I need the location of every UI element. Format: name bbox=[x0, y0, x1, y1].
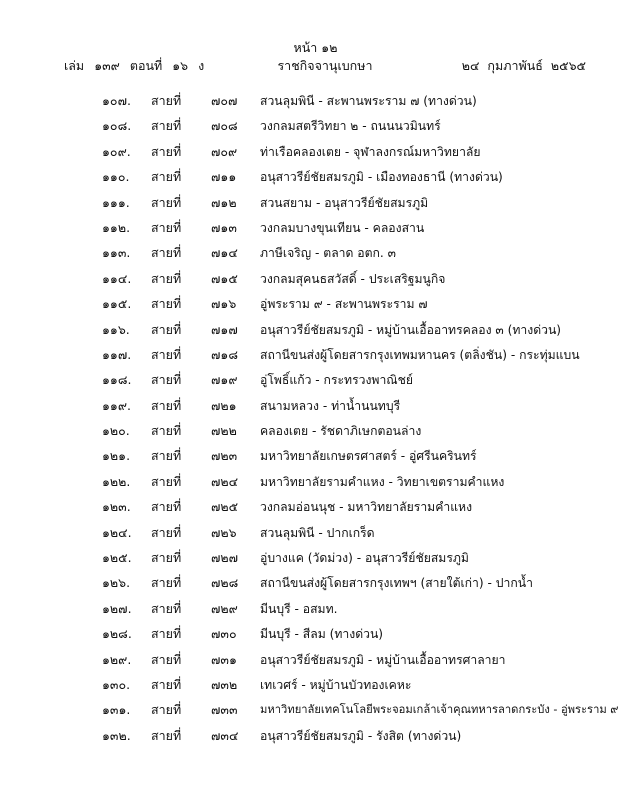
route-item-number: ๑๑๙. bbox=[102, 397, 131, 413]
route-row bbox=[102, 217, 602, 242]
route-row bbox=[102, 471, 602, 496]
route-number: ๗๒๓ bbox=[211, 448, 238, 464]
route-word: สายที่ bbox=[151, 524, 182, 540]
route-item-number: ๑๒๗. bbox=[102, 600, 132, 616]
route-list bbox=[102, 90, 619, 750]
route-description: อนุสาวรีย์ชัยสมรภูมิ - หมู่บ้านเอื้ออาทรศาลายา bbox=[260, 652, 506, 667]
route-item-number: ๑๑๘. bbox=[102, 372, 132, 388]
route-description: ท่าเรือคลองเตย - จุฬาลงกรณ์มหาวิทยาลัย bbox=[260, 144, 481, 159]
route-description: สนามหลวง - ท่าน้ำนนทบุรี bbox=[260, 398, 401, 413]
route-description: สถานีขนส่งผู้โดยสารกรุงเทพมหานคร (ตลิ่งชัน) - กระทุ่มแบน bbox=[260, 347, 580, 362]
route-number: ๗๑๖ bbox=[211, 296, 237, 312]
route-row bbox=[102, 572, 602, 597]
route-row bbox=[102, 547, 602, 572]
route-row bbox=[102, 674, 602, 699]
route-word: สายที่ bbox=[151, 219, 182, 235]
route-item-number: ๑๒๐. bbox=[102, 423, 130, 439]
route-description: อนุสาวรีย์ชัยสมรภูมิ - รังสิต (ทางด่วน) bbox=[260, 728, 462, 743]
route-description: สวนลุมพินี - ปากเกร็ด bbox=[260, 525, 375, 540]
route-row bbox=[102, 293, 602, 318]
route-word: สายที่ bbox=[151, 321, 182, 337]
route-number: ๗๒๗ bbox=[211, 550, 239, 566]
route-word: สายที่ bbox=[151, 143, 182, 159]
page-number: หน้า ๑๒ bbox=[293, 40, 338, 55]
route-row bbox=[102, 623, 602, 648]
route-item-number: ๑๑๕. bbox=[102, 296, 132, 312]
route-word: สายที่ bbox=[151, 727, 182, 743]
gazette-name: ราชกิจจานุเบกษา bbox=[277, 58, 373, 73]
route-row bbox=[102, 344, 602, 369]
route-item-number: ๑๐๗. bbox=[102, 93, 131, 108]
route-item-number: ๑๐๘. bbox=[102, 118, 132, 134]
route-number: ๗๑๔ bbox=[211, 245, 238, 261]
route-description: อู่พระราม ๙ - สะพานพระราม ๗ bbox=[260, 297, 428, 312]
route-row bbox=[102, 445, 602, 470]
route-row bbox=[102, 90, 602, 115]
route-item-number: ๑๒๔. bbox=[102, 524, 132, 540]
route-row bbox=[102, 725, 602, 750]
route-row bbox=[102, 319, 602, 344]
route-description: วงกลมอ่อนนุช - มหาวิทยาลัยรามคำแหง bbox=[260, 500, 473, 515]
route-word: สายที่ bbox=[151, 448, 182, 464]
route-description: อนุสาวรีย์ชัยสมรภูมิ - หมู่บ้านเอื้ออาทรคลอง ๓ (ทางด่วน) bbox=[260, 322, 562, 337]
route-word: สายที่ bbox=[151, 423, 182, 439]
route-item-number: ๑๐๙. bbox=[102, 143, 131, 159]
route-number: ๗๒๔ bbox=[211, 473, 239, 489]
route-number: ๗๐๙ bbox=[211, 143, 238, 159]
route-number: ๗๑๕ bbox=[211, 270, 238, 286]
route-word: สายที่ bbox=[151, 296, 182, 312]
route-item-number: ๑๑๒. bbox=[102, 219, 131, 235]
route-number: ๗๓๐ bbox=[211, 626, 237, 642]
route-row bbox=[102, 420, 602, 445]
route-word: สายที่ bbox=[151, 575, 182, 591]
route-row bbox=[102, 649, 602, 674]
route-item-number: ๑๒๖. bbox=[102, 575, 131, 591]
route-description: สถานีขนส่งผู้โดยสารกรุงเทพฯ (สายใต้เก่า) - ปากน้ำ bbox=[260, 576, 533, 591]
route-word: สายที่ bbox=[151, 676, 182, 692]
route-description: อนุสาวรีย์ชัยสมรภูมิ - เมืองทองธานี (ทางด่วน) bbox=[260, 170, 503, 185]
route-number: ๗๓๓ bbox=[211, 702, 238, 718]
route-description: คลองเตย - รัชดาภิเษกตอนล่าง bbox=[260, 424, 422, 439]
route-number: ๗๒๖ bbox=[211, 524, 237, 540]
route-word: สายที่ bbox=[151, 550, 182, 566]
route-item-number: ๑๑๖. bbox=[102, 321, 130, 337]
route-word: สายที่ bbox=[151, 626, 182, 642]
route-row bbox=[102, 115, 602, 140]
route-description: เทเวศร์ - หมู่บ้านบัวทองเคหะ bbox=[260, 677, 412, 692]
route-item-number: ๑๒๕. bbox=[102, 550, 132, 566]
route-number: ๗๒๙ bbox=[211, 600, 238, 616]
route-item-number: ๑๒๓. bbox=[102, 499, 131, 515]
route-number: ๗๒๒ bbox=[211, 423, 237, 439]
section-type: ง bbox=[198, 58, 205, 73]
route-word: สายที่ bbox=[151, 702, 182, 718]
route-row bbox=[102, 242, 602, 267]
route-description: วงกลมบางขุนเทียน - คลองสาน bbox=[260, 220, 425, 235]
route-item-number: ๑๒๙. bbox=[102, 651, 132, 667]
route-word: สายที่ bbox=[151, 473, 182, 489]
route-row bbox=[102, 598, 602, 623]
section-label: ตอนที่ bbox=[129, 58, 163, 73]
route-number: ๗๑๑ bbox=[211, 169, 237, 185]
route-row bbox=[102, 496, 602, 521]
route-row bbox=[102, 166, 602, 191]
route-word: สายที่ bbox=[151, 270, 182, 286]
route-word: สายที่ bbox=[151, 499, 182, 515]
route-word: สายที่ bbox=[151, 651, 182, 667]
route-number: ๗๑๒ bbox=[211, 194, 237, 210]
route-row bbox=[102, 192, 602, 217]
route-item-number: ๑๒๑. bbox=[102, 448, 131, 464]
route-word: สายที่ bbox=[151, 346, 182, 362]
route-description: มีนบุรี - สีลม (ทางด่วน) bbox=[260, 627, 384, 642]
route-word: สายที่ bbox=[151, 372, 182, 388]
date-month: กุมภาพันธ์ bbox=[487, 58, 543, 73]
route-word: สายที่ bbox=[151, 93, 182, 108]
route-row bbox=[102, 268, 602, 293]
route-description: อู่โพธิ์แก้ว - กระทรวงพาณิชย์ bbox=[260, 373, 414, 388]
route-item-number: ๑๑๓. bbox=[102, 245, 131, 261]
route-description: อู่บางแค (วัดม่วง) - อนุสาวรีย์ชัยสมรภูมิ bbox=[260, 551, 469, 566]
route-word: สายที่ bbox=[151, 397, 182, 413]
route-item-number: ๑๓๐. bbox=[102, 676, 131, 692]
route-description: มีนบุรี - อสมท. bbox=[260, 601, 338, 616]
route-description: วงกลมสุคนธสวัสดิ์ - ประเสริฐมนูกิจ bbox=[260, 271, 446, 286]
route-word: สายที่ bbox=[151, 194, 182, 210]
route-number: ๗๓๑ bbox=[211, 651, 237, 667]
route-item-number: ๑๑๐. bbox=[102, 169, 130, 185]
route-row bbox=[102, 699, 619, 724]
route-item-number: ๑๑๑. bbox=[102, 194, 130, 210]
route-number: ๗๑๓ bbox=[211, 219, 237, 235]
route-number: ๗๑๗ bbox=[211, 321, 238, 337]
route-number: ๗๐๗ bbox=[211, 93, 238, 108]
route-description: มหาวิทยาลัยรามคำแหง - วิทยาเขตรามคำแหง bbox=[260, 474, 505, 489]
route-item-number: ๑๓๒. bbox=[102, 727, 131, 743]
route-number: ๗๐๘ bbox=[211, 118, 238, 134]
route-description: มหาวิทยาลัยเกษตรศาสตร์ - อู่ศรีนครินทร์ bbox=[260, 449, 477, 464]
route-word: สายที่ bbox=[151, 169, 182, 185]
route-item-number: ๑๑๗. bbox=[102, 346, 132, 362]
section-number: ๑๖ bbox=[172, 58, 189, 73]
route-description: วงกลมสตรีวิทยา ๒ - ถนนนวมินทร์ bbox=[260, 119, 441, 134]
route-number: ๗๓๔ bbox=[211, 727, 239, 743]
gazette-header bbox=[64, 56, 586, 74]
route-row bbox=[102, 522, 602, 547]
route-number: ๗๑๙ bbox=[211, 372, 238, 388]
route-number: ๗๒๘ bbox=[211, 575, 239, 591]
date-year: ๒๕๖๕ bbox=[550, 58, 586, 73]
route-description: ภาษีเจริญ - ตลาด อตก. ๓ bbox=[260, 246, 397, 261]
route-description: มหาวิทยาลัยเทคโนโลยีพระจอมเกล้าเจ้าคุณทหารลาดกระบัง - อู่พระราม ๙ bbox=[260, 703, 619, 717]
route-row bbox=[102, 141, 602, 166]
route-row bbox=[102, 395, 602, 420]
book-number: ๑๓๙ bbox=[94, 58, 120, 73]
route-number: ๗๑๘ bbox=[211, 346, 238, 362]
route-description: สวนสยาม - อนุสาวรีย์ชัยสมรภูมิ bbox=[260, 195, 429, 210]
route-item-number: ๑๒๒. bbox=[102, 473, 131, 489]
route-word: สายที่ bbox=[151, 118, 182, 134]
route-number: ๗๒๑ bbox=[211, 397, 237, 413]
book-label: เล่ม bbox=[64, 58, 85, 73]
route-description: สวนลุมพินี - สะพานพระราม ๗ (ทางด่วน) bbox=[260, 94, 477, 108]
route-number: ๗๒๕ bbox=[211, 499, 239, 515]
route-item-number: ๑๒๘. bbox=[102, 626, 132, 642]
issue-date bbox=[454, 56, 586, 76]
route-row bbox=[102, 369, 602, 394]
route-word: สายที่ bbox=[151, 245, 182, 261]
route-word: สายที่ bbox=[151, 600, 182, 616]
date-day: ๒๔ bbox=[461, 58, 480, 73]
route-item-number: ๑๓๑. bbox=[102, 702, 131, 718]
route-item-number: ๑๑๔. bbox=[102, 270, 132, 286]
route-number: ๗๓๒ bbox=[211, 676, 238, 692]
